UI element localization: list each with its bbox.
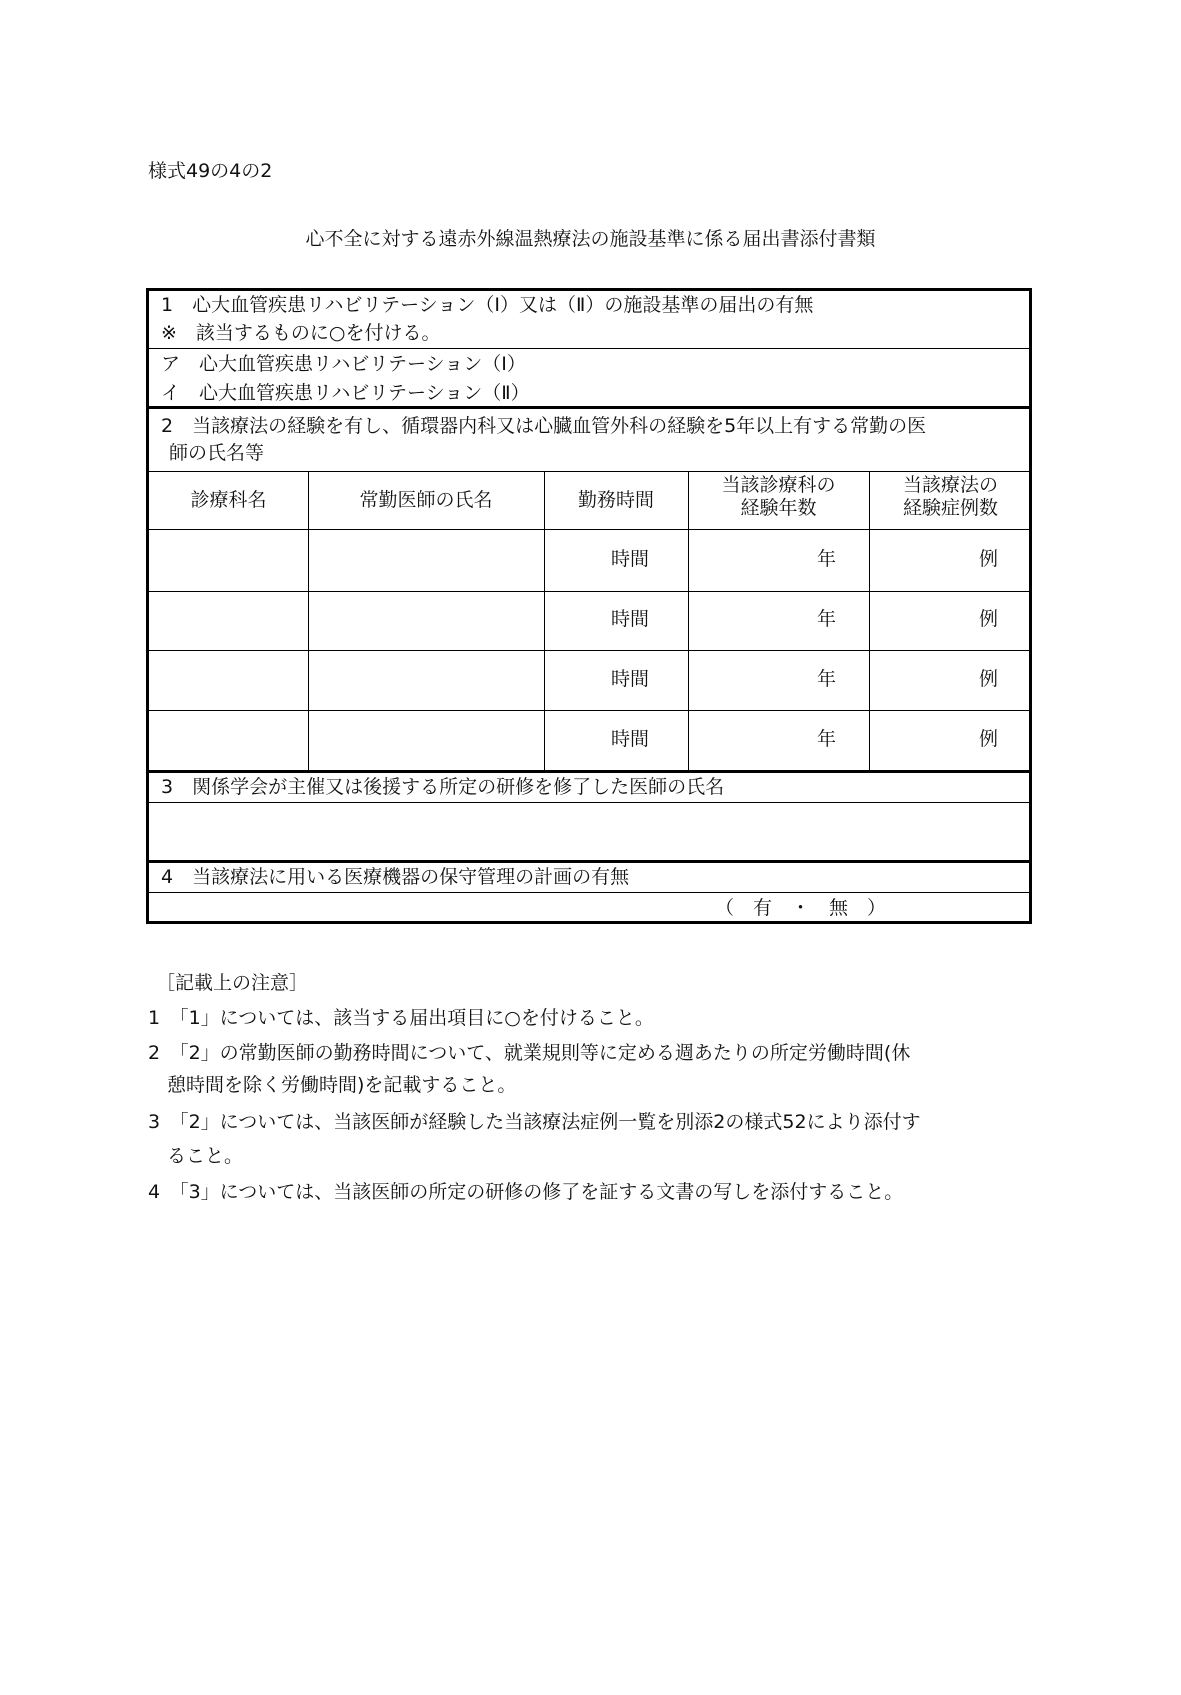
- section2-heading: 2 当該療法の経験を有し、循環器内科又は心臓血管外科の経験を5年以上有する常勤の医: [161, 415, 927, 437]
- note-item: 1 「1」については、該当する届出項目に○を付けること。: [148, 1007, 654, 1029]
- hours-unit: 時間: [611, 608, 650, 630]
- col-header-work-hours: 勤務時間: [577, 489, 654, 511]
- note-item: 4 「3」については、当該医師の所定の研修の修了を証する文書の写しを添付すること。: [148, 1181, 904, 1203]
- section4-heading: 4 当該療法に用いる医療機器の保守管理の計画の有無: [161, 866, 630, 888]
- years-unit: 年: [817, 608, 837, 630]
- hours-unit: 時間: [611, 728, 650, 750]
- cases-unit: 例: [979, 728, 999, 750]
- notes-heading: ［記載上の注意］: [156, 972, 309, 994]
- cases-unit: 例: [979, 668, 999, 690]
- section2-heading-cont: 師の氏名等: [169, 442, 265, 464]
- hours-unit: 時間: [611, 548, 650, 570]
- yes-no-choice[interactable]: （ 有 ・ 無 ）: [715, 897, 887, 919]
- cases-unit: 例: [979, 548, 999, 570]
- years-unit: 年: [817, 728, 837, 750]
- section1-heading: 1 心大血管疾患リハビリテーション（Ⅰ）又は（Ⅱ）の施設基準の届出の有無: [161, 294, 814, 316]
- col-header-doctor-name: 常勤医師の氏名: [359, 489, 493, 511]
- cases-unit: 例: [979, 608, 999, 630]
- divider: [149, 860, 1029, 863]
- divider: [149, 770, 1029, 773]
- form-table: [146, 288, 1032, 924]
- section3-heading: 3 関係学会が主催又は後援する所定の研修を修了した医師の氏名: [161, 776, 725, 798]
- document-title: 心不全に対する遠赤外線温熱療法の施設基準に係る届出書添付書類: [305, 228, 876, 250]
- years-unit: 年: [817, 548, 837, 570]
- note-item: 憩時間を除く労働時間)を記載すること。: [148, 1074, 517, 1096]
- divider: [149, 406, 1029, 409]
- divider: [149, 348, 1029, 349]
- divider: [149, 471, 1029, 472]
- note-item: 3 「2」については、当該医師が経験した当該療法症例一覧を別添2の様式52により添付す: [148, 1111, 921, 1133]
- form-number: 様式49の4の2: [148, 160, 273, 182]
- hours-unit: 時間: [611, 668, 650, 690]
- option-a[interactable]: ア 心大血管疾患リハビリテーション（Ⅰ）: [161, 353, 526, 375]
- note-item: 2 「2」の常勤医師の勤務時間について、就業規則等に定める週あたりの所定労働時間(休: [148, 1042, 911, 1064]
- col-header-cases: 当該療法の 経験症例数: [902, 474, 998, 519]
- col-header-department: 診療科名: [190, 489, 267, 511]
- section1-note: ※ 該当するものに○を付ける。: [161, 322, 441, 344]
- col-header-dept-years: 当該診療科の 経験年数: [721, 474, 836, 519]
- years-unit: 年: [817, 668, 837, 690]
- option-i[interactable]: イ 心大血管疾患リハビリテーション（Ⅱ）: [161, 382, 530, 404]
- note-item: ること。: [148, 1145, 244, 1167]
